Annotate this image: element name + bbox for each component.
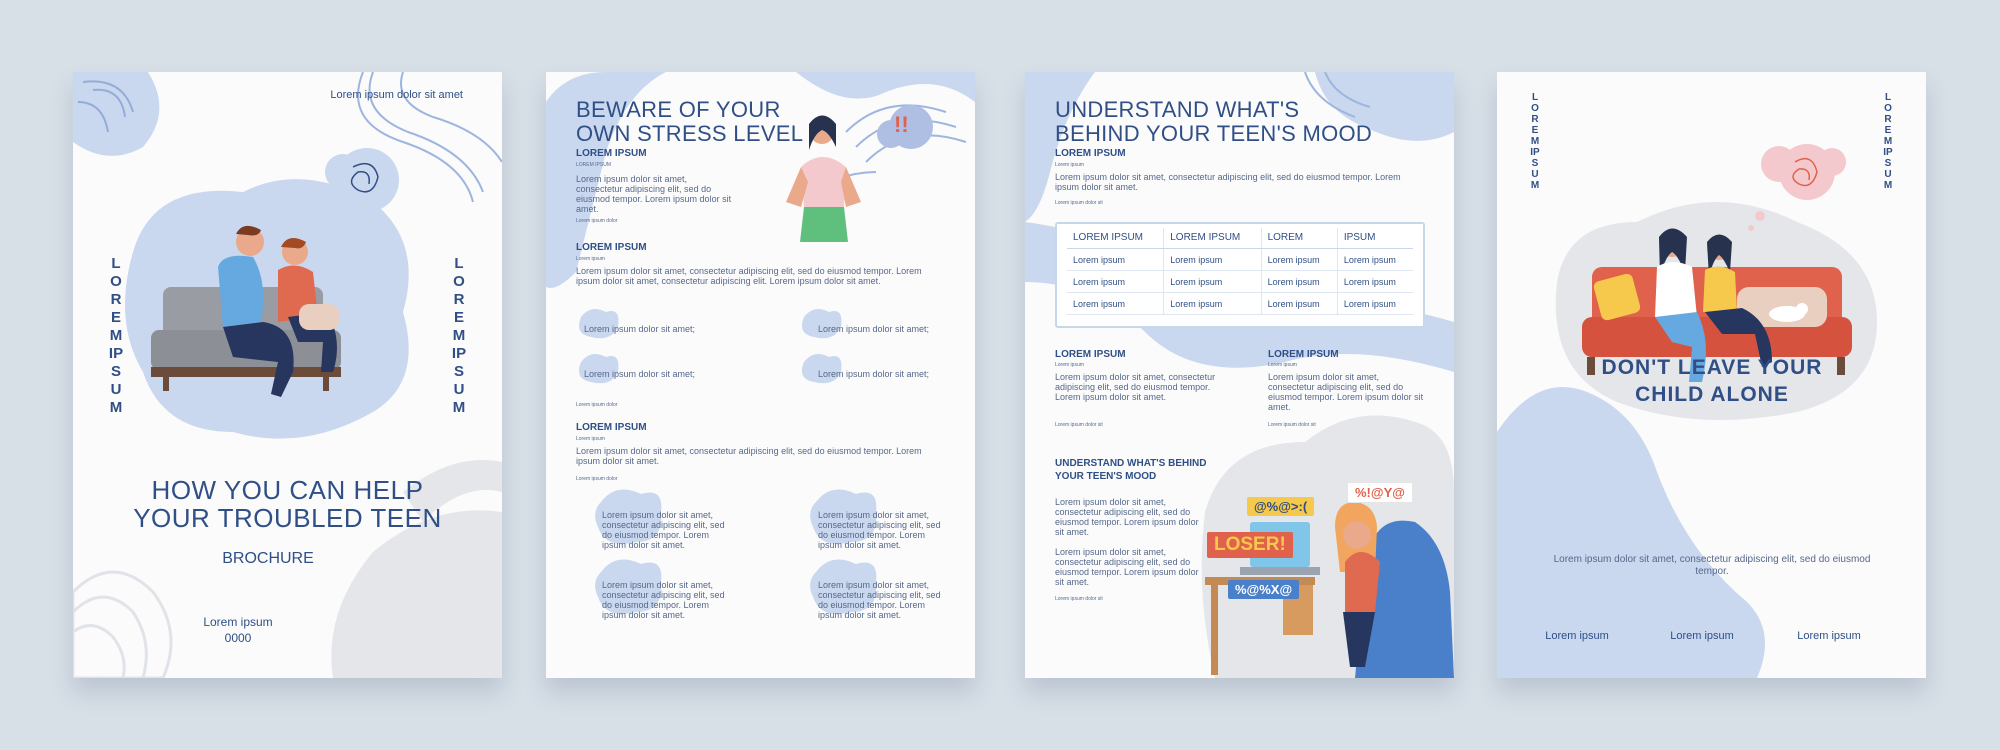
table-cell: Lorem ipsum bbox=[1337, 271, 1413, 293]
vertical-label-left: LOREM IPSUM bbox=[108, 255, 124, 416]
section2-heading: LOREM IPSUM bbox=[576, 242, 647, 253]
bullet-2: Lorem ipsum dolor sit amet; bbox=[584, 369, 696, 379]
mood-title-line2: BEHIND YOUR TEEN'S MOOD bbox=[1055, 121, 1373, 146]
stress-title-line2: OWN STRESS LEVEL bbox=[576, 121, 804, 146]
back-body: Lorem ipsum dolor sit amet, consectetur adipiscing elit, sed do eiusmod tempor. bbox=[1553, 554, 1871, 577]
cover-subtitle: BROCHURE bbox=[222, 550, 314, 567]
section2-tiny: Lorem ipsum bbox=[576, 256, 605, 262]
mood-info-table bbox=[1055, 222, 1425, 328]
exclamation-speech: !! bbox=[894, 112, 909, 137]
bubble-symbols-2: %!@Y@ bbox=[1347, 482, 1413, 503]
col-left-tiny2: Lorem ipsum dolor sit bbox=[1055, 422, 1103, 428]
table-header: LOREM IPSUM bbox=[1164, 228, 1261, 249]
brochure-page-mood bbox=[1025, 72, 1454, 678]
bullet-4: Lorem ipsum dolor sit amet; bbox=[818, 369, 930, 379]
cover-decoration bbox=[73, 72, 502, 678]
vertical-label-right: LOREM IPSUM bbox=[1883, 92, 1893, 191]
cover-title-line1: HOW YOU CAN HELP bbox=[151, 475, 424, 505]
table-header: LOREM bbox=[1261, 228, 1337, 249]
section3-tiny2: Lorem ipsum dolor bbox=[576, 476, 618, 482]
section2-body: Lorem ipsum dolor sit amet, consectetur adipiscing elit, sed do eiusmod tempor. Lorem ipsum dolor sit amet, consectetur adipiscing elit. Lorem ipsum dolor sit amet. bbox=[576, 266, 922, 286]
mood-section1-tiny2: Lorem ipsum dolor sit bbox=[1055, 200, 1103, 206]
section1-heading: LOREM IPSUM bbox=[576, 148, 647, 159]
stress-title-line1: BEWARE OF YOUR bbox=[576, 97, 781, 122]
vertical-label-right: LOREM IPSUM bbox=[451, 255, 467, 416]
back-footer-3: Lorem ipsum bbox=[1797, 630, 1861, 642]
lower-tiny: Lorem ipsum dolor sit bbox=[1055, 596, 1103, 602]
cover-footer-line1: Lorem ipsum bbox=[203, 615, 273, 629]
section1-tiny: LOREM IPSUM bbox=[576, 162, 612, 168]
brochure-page-cover bbox=[73, 72, 502, 678]
col-right-heading: LOREM IPSUM bbox=[1268, 349, 1339, 360]
bubble-symbols-3: %@%X@ bbox=[1228, 580, 1299, 599]
table-cell: Lorem ipsum bbox=[1164, 293, 1261, 315]
table-header: IPSUM bbox=[1337, 228, 1413, 249]
table-row bbox=[1067, 271, 1413, 293]
brochure-page-stress bbox=[546, 72, 975, 678]
cover-title-line2: YOUR TROUBLED TEEN bbox=[133, 503, 442, 533]
col-left-body: Lorem ipsum dolor sit amet, consectetur adipiscing elit, sed do eiusmod tempor. Lorem ipsum dolor sit amet. bbox=[1055, 372, 1216, 402]
table-cell: Lorem ipsum bbox=[1067, 271, 1164, 293]
back-title-line2: CHILD ALONE bbox=[1635, 383, 1789, 406]
bubble-loser: LOSER! bbox=[1207, 532, 1293, 558]
back-title-line1: DON'T LEAVE YOUR bbox=[1601, 356, 1823, 379]
lower-heading-line1: UNDERSTAND WHAT'S BEHIND bbox=[1055, 458, 1207, 469]
mood-section1-heading: LOREM IPSUM bbox=[1055, 148, 1126, 159]
section1-body: Lorem ipsum dolor sit amet, consectetur adipiscing elit, sed do eiusmod tempor. Lorem ipsum dolor sit amet. bbox=[576, 174, 732, 214]
brochure-page-back bbox=[1497, 72, 1926, 678]
lower-heading-line2: YOUR TEEN'S MOOD bbox=[1055, 471, 1157, 482]
section3-body: Lorem ipsum dolor sit amet, consectetur adipiscing elit, sed do eiusmod tempor. Lorem ipsum dolor sit amet. bbox=[576, 446, 922, 466]
table-cell: Lorem ipsum bbox=[1261, 293, 1337, 315]
bullet-1: Lorem ipsum dolor sit amet; bbox=[584, 324, 696, 334]
mood-section1-body: Lorem ipsum dolor sit amet, consectetur adipiscing elit, sed do eiusmod tempor. Lorem ipsum dolor sit amet. bbox=[1055, 172, 1401, 192]
table-cell: Lorem ipsum bbox=[1067, 249, 1164, 271]
col-left-heading: LOREM IPSUM bbox=[1055, 349, 1126, 360]
bullets-tiny: Lorem ipsum dolor bbox=[576, 402, 618, 408]
table-cell: Lorem ipsum bbox=[1337, 249, 1413, 271]
col-right-tiny: Lorem ipsum bbox=[1268, 362, 1297, 368]
mood-title-line1: UNDERSTAND WHAT'S bbox=[1055, 97, 1300, 122]
blob-text-2: Lorem ipsum dolor sit amet, consectetur adipiscing elit, sed do eiusmod tempor. Lorem ipsum dolor sit amet. bbox=[818, 510, 941, 550]
cover-footer-line2: 0000 bbox=[224, 631, 252, 645]
table-cell: Lorem ipsum bbox=[1337, 293, 1413, 315]
table-header: LOREM IPSUM bbox=[1067, 228, 1164, 249]
table-cell: Lorem ipsum bbox=[1067, 293, 1164, 315]
corner-text: Lorem ipsum dolor sit amet bbox=[330, 89, 463, 101]
table-row bbox=[1067, 293, 1413, 315]
bullet-3: Lorem ipsum dolor sit amet; bbox=[818, 324, 930, 334]
blob-text-1: Lorem ipsum dolor sit amet, consectetur adipiscing elit, sed do eiusmod tempor. Lorem ipsum dolor sit amet. bbox=[602, 510, 725, 550]
col-right-body: Lorem ipsum dolor sit amet, consectetur adipiscing elit, sed do eiusmod tempor. Lorem ipsum dolor sit amet. bbox=[1268, 372, 1424, 412]
vertical-label-left: LOREM IPSUM bbox=[1530, 92, 1540, 191]
table-cell: Lorem ipsum bbox=[1164, 271, 1261, 293]
table-cell: Lorem ipsum bbox=[1261, 271, 1337, 293]
section1-tiny2: Lorem ipsum dolor bbox=[576, 218, 618, 224]
col-right-tiny2: Lorem ipsum dolor sit bbox=[1268, 422, 1316, 428]
section3-heading: LOREM IPSUM bbox=[576, 422, 647, 433]
bubble-symbols-1: @%@>:( bbox=[1247, 497, 1314, 516]
lower-body-2: Lorem ipsum dolor sit amet, consectetur adipiscing elit, sed do eiusmod tempor. Lorem ipsum dolor sit amet. bbox=[1055, 547, 1199, 587]
back-footer-1: Lorem ipsum bbox=[1545, 630, 1609, 642]
table-cell: Lorem ipsum bbox=[1261, 249, 1337, 271]
table-row bbox=[1067, 249, 1413, 271]
blob-text-4: Lorem ipsum dolor sit amet, consectetur adipiscing elit, sed do eiusmod tempor. Lorem ipsum dolor sit amet. bbox=[818, 580, 941, 620]
table-cell: Lorem ipsum bbox=[1164, 249, 1261, 271]
lower-body-1: Lorem ipsum dolor sit amet, consectetur adipiscing elit, sed do eiusmod tempor. Lorem ipsum dolor sit amet. bbox=[1055, 497, 1199, 537]
section3-tiny: Lorem ipsum bbox=[576, 436, 605, 442]
col-left-tiny: Lorem ipsum bbox=[1055, 362, 1084, 368]
mood-section1-tiny: Lorem ipsum bbox=[1055, 162, 1084, 168]
blob-text-3: Lorem ipsum dolor sit amet, consectetur adipiscing elit, sed do eiusmod tempor. Lorem ipsum dolor sit amet. bbox=[602, 580, 725, 620]
back-footer-2: Lorem ipsum bbox=[1670, 630, 1734, 642]
